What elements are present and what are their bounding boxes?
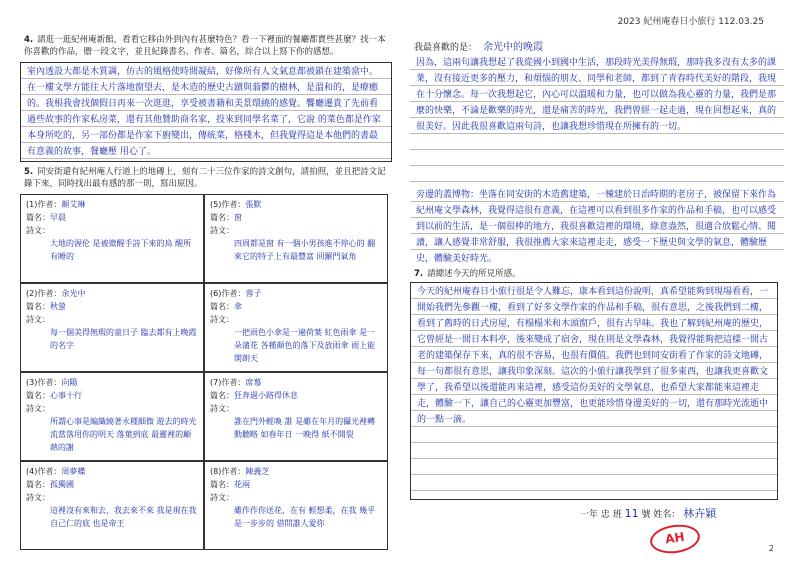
page-number: 2 [768, 544, 774, 553]
question-7-answer: 今天的紀州庵春日小旅行很是令人難忘，康本看到這份說明，真希望能夠到現場看看，一開始我們先參觀一樓，看到了好多文學作家的作品和手稿，很有意思，之後我們到二樓，看到了舊時的日式房屋，有榻榻米和木頭窗戶，很有古早味。我也了解到紀州庵的歷史，它曾經是一間日本料亭，後來變成了宿舍，現在則是文學森林，我覺得能夠把這樣一間古老的建築保存下來，真的很不容易，也很有價值。我們也到同安街看了作家的詩文地磚，每一句都很有意思，讓我印象深刻。這次的小旅行讓我學到了很多東西，也讓我更喜歡文學了，我希望以後還能再來這裡，感受這份美好的文學氣息，也希望大家都能來這裡走走，體驗一下，讓自己的心靈更加豐富，也更能珍惜身邊美好的一切，還有那時光流逝中的一點一滴。 [410, 282, 778, 500]
question-5-text: 同安街還有紀州庵人行道上的地磚上，刻有二十三位作家的詩文創句，請拍照，並且把詩文記錄下來，同時找出最有感的那一則，寫出原因。 [24, 167, 386, 189]
question-4-text: 請逛一逛紀州庵新館，看看它移由外到內有甚麼特色？看一下裡面的餐廳都賣些甚麼？找一本你喜歡的作品，謄一段文字，並且紀錄書名、作者、篇名，綜合以上寫下你的感想。 [24, 35, 386, 57]
poem-text: 大地的渥伦 是被微醒手詩下來的鳥 醒所有睡的 [50, 239, 192, 261]
favorite-poem-label: 我最喜歡的是： 余光中的晚霞 [414, 42, 544, 53]
poem-cell-8: (8)作者：陳義芝 篇名：花兩 詩文： 雖作作你送花，在有 輕想柔，在我 幾乎是一步步的 借問誰人愛你 [204, 461, 388, 550]
poem-author: 顏艾琳 [61, 200, 86, 209]
poem-author: 陳義芝 [245, 467, 270, 476]
favorite-poem-value: 余光中的晚霞 [483, 42, 544, 53]
poem-text: 誰在門外輕喚 誰 是雖在年月的攝光裡轉動聽略 如春年日 一晚得 紙不開裂 [234, 417, 376, 439]
poem-cell-1: (1)作者：顏艾琳 篇名：早晨 詩文： 大地的渥伦 是被微醒手詩下來的鳥 醒所有睡的 [20, 194, 204, 283]
poem-title: 窗 [234, 213, 242, 222]
question-7-text: 請總述今天的所見所感。 [427, 269, 521, 279]
name-label: 號 姓名： [641, 510, 681, 520]
student-signature [580, 505, 716, 521]
poem-author: 余光中 [61, 289, 86, 298]
poem-cell-4: (4)作者：周夢蝶 篇名：孤獨國 詩文： 這裡沒有來和去，我去來不來 我是現在我自己仁的底 也是帝王 [20, 461, 204, 550]
poem-title: 孤獨國 [50, 480, 74, 489]
poem-cell-6: (6)作者：蓉子 篇名：傘 詩文： 一把雨色小傘是一遍荷葉 紅色雨傘 是一朵蒲花 各種顏色的落下及放雨傘 雨上能開朗天 [204, 283, 388, 372]
poem-text: 所謂心事是編織繞著永種細微 遊去的時光流當落用你的明天 落葉到底 最靈裡的顧熱的謝 [50, 417, 197, 452]
page-header: 2023 紀州庵春日小旅行 112.03.25 [617, 17, 764, 27]
seat-number: 11 [624, 507, 639, 520]
poem-author: 席慕 [245, 378, 262, 387]
poem-author: 張默 [245, 200, 262, 209]
question-7-number: 7. [414, 269, 424, 279]
grader-stamp: AH [648, 522, 701, 557]
class-label: 一年 忠 班 [580, 510, 622, 520]
poem-text: 一把雨色小傘是一遍荷葉 紅色雨傘 是一朵蒲花 各種顏色的落下及放雨傘 雨上能開朗天 [234, 328, 376, 363]
question-5-prompt [24, 166, 390, 190]
poem-author: 周夢蝶 [61, 467, 86, 476]
poem-title: 狂奔過小路得休息 [234, 391, 298, 400]
question-7-prompt [414, 268, 774, 280]
poem-text: 每一個美得無瑕的童日子 臨去都有上晚霞的名字 [50, 328, 197, 350]
poem-cell-3: (3)作者：向陽 篇名：心事十行 詩文： 所謂心事是編織繞著永種細微 遊去的時光流當落用你的明天 落葉到底 最靈裡的顧熱的謝 [20, 372, 204, 461]
question-4-answer: 室內透設大都是木質調，仿古的風格使時間凝結，好像所有人文氣息都被鎖在建築當中。在一樓文學方能往大片落地窗望去，是木造的歷史古蹟與蓊鬱的樹林，是溫和的，是療癒的。我根我會找個假日再來一次逛逛，享受被書籍和美景環繞的感覺。饗廳遷貴了先前看過些故事的作家私房菜，還有其他贊助商名家，投來到同學名菜了，它說 的菜色都是作家本身所吃的，另一部份都是作家下廚變出，傳統菜，格棧木，但我覺得這是本他們的書最有意義的故事，餐廳壓 用心了。 [20, 62, 392, 162]
poem-title: 心事十行 [50, 391, 82, 400]
favorite-poem-reason: 因為，這兩句讓我想起了我從國小到國中生活，那段時光美得無瑕，那時我多沒有太多的課業，沒有接近更多的壓力，和煩惱的朋友、同學和老師，都到了青春時代美好的階段，我現在十分懷念。每一次我想起它，內心可以溫暖和力量，也可以做為我心靈的力量，我們是那麼的快樂，不論是歡樂的時光，還是痛苦的時光，我們曾經一起走過，現在回想起來，真的很美好。因此我很喜歡這兩句詩，也讓我想珍惜現在所擁有的一切。 [410, 54, 784, 182]
poem-title: 傘 [234, 302, 242, 311]
student-name: 林卉穎 [683, 507, 717, 520]
poem-text: 四周都是窗 有一個小男孩進不停心的 翻來它的特子上有最豐富 回羅門氣角 [234, 239, 376, 261]
poem-cell-2: (2)作者：余光中 篇名：秋螢 詩文： 每一個美得無瑕的童日子 臨去都有上晚霞的名字 [20, 283, 204, 372]
poem-author: 向陽 [61, 378, 78, 387]
poem-title: 花兩 [234, 480, 250, 489]
poem-text: 雖作作你送花，在有 輕想柔，在我 幾乎是一步步的 借問誰人愛你 [234, 506, 376, 528]
poem-title: 秋螢 [50, 302, 66, 311]
question-5-number: 5. [24, 167, 34, 177]
poem-cell-5: (5)作者：張默 篇名：窗 詩文： 四周都是窗 有一個小男孩進不停心的 翻來它的特子上有最豐富 回羅門氣角 [204, 194, 388, 283]
poem-cell-7: (7)作者：席慕 篇名：狂奔過小路得休息 詩文： 誰在門外輕喚 誰 是雖在年月的攝光裡轉動聽略 如春年日 一晚得 紙不開裂 [204, 372, 388, 461]
question-4-number: 4. [24, 35, 34, 45]
poem-grid [20, 194, 390, 550]
poem-text: 這裡沒有來和去，我去來不來 我是現在我自己仁的底 也是帝王 [50, 506, 197, 528]
photo-caption: 旁邊的蓋博物：坐落在同安街的木造舊建築，一棟建於日治時期的老房子，被保留下來作為紀州庵文學森林，我覺得這很有意義，在這裡可以看到很多作家的作品和手稿，也可以感受到以前的生活，是一個很棒的地方，我很喜歡這裡的環境，綠意盎然，很適合放鬆心情、閱讀，讓人感覺非常舒服，我很推薦大家來這裡走走，感受一下歷史與文學的氣息，體驗歷史，體驗美好時光。 [410, 186, 784, 264]
question-4-prompt [24, 34, 390, 58]
poem-author: 蓉子 [245, 289, 262, 298]
poem-title: 早晨 [50, 213, 66, 222]
